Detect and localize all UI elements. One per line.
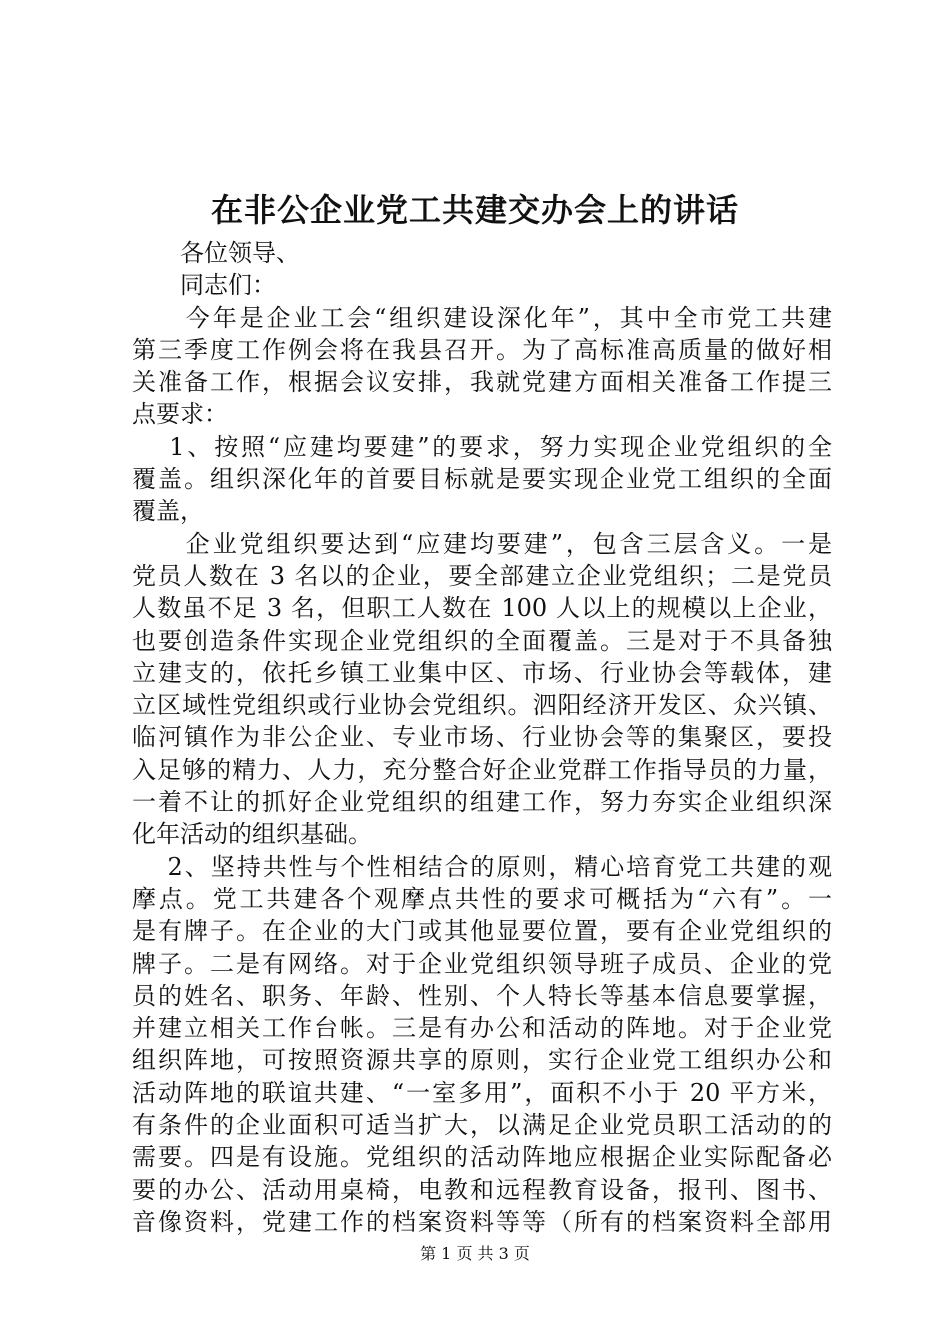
body-line: 今年是企业工会“组织建设深化年”，其中全市党工共建 bbox=[132, 303, 832, 332]
body-line: 摩点。党工共建各个观摩点共性的要求可概括为“六有”。一 bbox=[132, 884, 832, 913]
body-line: 人数虽不足 3 名，但职工人数在 100 人以上的规模以上企业， bbox=[132, 594, 832, 623]
page-footer: 第 1 页 共 3 页 bbox=[420, 1244, 530, 1263]
body-line: 也要创造条件实现企业党组织的全面覆盖。三是对于不具备独 bbox=[132, 626, 832, 655]
body-line: 2、坚持共性与个性相结合的原则，精心培育党工共建的观 bbox=[132, 852, 832, 881]
body-line: 第三季度工作例会将在我县召开。为了高标准高质量的做好相 bbox=[132, 335, 832, 364]
body-line: 需要。四是有设施。党组织的活动阵地应根据企业实际配备必 bbox=[132, 1143, 832, 1172]
body-line: 音像资料，党建工作的档案资料等等（所有的档案资料全部用 bbox=[132, 1207, 832, 1236]
document-title: 在非公企业党工共建交办会上的讲话 bbox=[210, 191, 739, 229]
body-line: 1、按照“应建均要建”的要求，努力实现企业党组织的全 bbox=[132, 432, 832, 461]
document-body bbox=[132, 237, 832, 1238]
body-line: 同志们： bbox=[132, 271, 276, 300]
body-line: 要的办公、活动用桌椅，电教和远程教育设备，报刊、图书、 bbox=[132, 1175, 832, 1204]
body-line: 化年活动的组织基础。 bbox=[132, 820, 372, 849]
body-line: 党员人数在 3 名以的企业，要全部建立企业党组织；二是党员 bbox=[132, 561, 832, 590]
body-line: 牌子。二是有网络。对于企业党组织领导班子成员、企业的党 bbox=[132, 949, 832, 978]
body-line: 临河镇作为非公企业、专业市场、行业协会等的集聚区，要投 bbox=[132, 723, 832, 752]
body-line: 关准备工作，根据会议安排，我就党建方面相关准备工作提三 bbox=[132, 368, 832, 397]
body-line: 覆盖。组织深化年的首要目标就是要实现企业党工组织的全面 bbox=[132, 465, 832, 494]
body-line: 活动阵地的联谊共建、“一室多用”，面积不小于 20 平方米， bbox=[132, 1078, 832, 1107]
body-line: 立区域性党组织或行业协会党组织。泗阳经济开发区、众兴镇、 bbox=[132, 691, 832, 720]
body-line: 有条件的企业面积可适当扩大，以满足企业党员职工活动的的 bbox=[132, 1111, 832, 1140]
body-line: 一着不让的抓好企业党组织的组建工作，努力夯实企业组织深 bbox=[132, 788, 832, 817]
body-line: 各位领导、 bbox=[132, 239, 300, 267]
body-line: 覆盖， bbox=[132, 497, 204, 526]
body-line: 组织阵地，可按照资源共享的原则，实行企业党工组织办公和 bbox=[132, 1046, 832, 1075]
body-line: 员的姓名、职务、年龄、性别、个人特长等基本信息要掌握， bbox=[132, 981, 832, 1010]
body-line: 点要求： bbox=[132, 400, 228, 429]
body-line: 是有牌子。在企业的大门或其他显要位置，要有企业党组织的 bbox=[132, 917, 832, 946]
body-line: 入足够的精力、人力，充分整合好企业党群工作指导员的力量， bbox=[132, 755, 832, 784]
body-line: 企业党组织要达到“应建均要建”，包含三层含义。一是 bbox=[132, 529, 832, 558]
body-line: 并建立相关工作台帐。三是有办公和活动的阵地。对于企业党 bbox=[132, 1014, 832, 1043]
body-line: 立建支的，依托乡镇工业集中区、市场、行业协会等载体，建 bbox=[132, 658, 832, 687]
